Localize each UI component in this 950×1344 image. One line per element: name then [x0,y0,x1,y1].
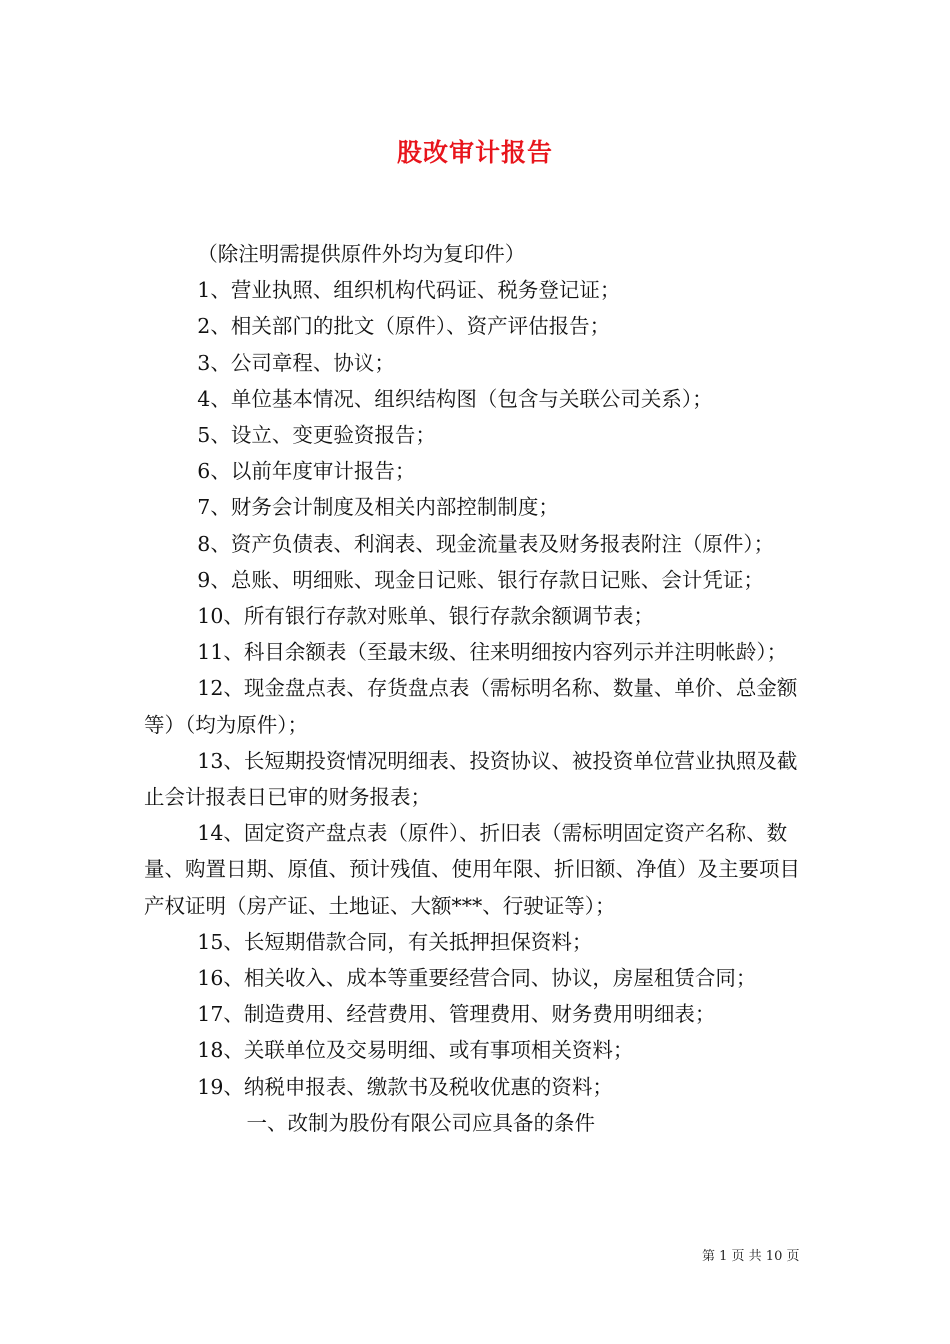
list-item: 5、设立、变更验资报告； [197,423,436,448]
note-paragraph: （除注明需提供原件外均为复印件） [197,242,526,266]
list-item: 10、所有银行存款对账单、银行存款余额调节表； [197,604,654,629]
list-item: 1、营业执照、组织机构代码证、税务登记证； [197,278,621,303]
list-item: 16、相关收入、成本等重要经营合同、协议，房屋租赁合同； [197,966,757,991]
list-item: 18、关联单位及交易明细、或有事项相关资料； [197,1038,634,1063]
document-body [144,236,810,1141]
list-item: 17、制造费用、经营费用、管理费用、财务费用明细表； [197,1002,716,1027]
list-item: 19、纳税申报表、缴款书及税收优惠的资料； [197,1074,613,1099]
list-item: 3、公司章程、协议； [197,350,395,375]
section-heading: 一、改制为股份有限公司应具备的条件 [246,1110,595,1135]
list-item: 6、以前年度审计报告； [197,459,416,484]
list-item: 8、资产负债表、利润表、现金流量表及财务报表附注（原件）； [197,531,775,556]
list-item: 13、长短期投资情况明细表、投资协议、被投资单位营业执照及截止会计报表日已审的财务报表； [144,748,798,810]
list-item: 11、科目余额表（至最末级、往来明细按内容列示并注明帐龄）； [197,640,788,665]
list-item: 4、单位基本情况、组织结构图（包含与关联公司关系）； [197,386,713,411]
list-item: 9、总账、明细账、现金日记账、银行存款日记账、会计凭证； [197,567,764,592]
document-title: 股改审计报告 [396,138,553,167]
list-item: 7、财务会计制度及相关内部控制制度； [197,495,559,520]
list-item: 2、相关部门的批文（原件）、资产评估报告； [197,314,611,339]
page-number: 第 1 页 共 10 页 [702,1249,800,1264]
list-item: 14、固定资产盘点表（原件）、折旧表（需标明固定资产名称、数量、购置日期、原值、预计残值、使用年限、折旧额、净值）及主要项目产权证明（房产证、土地证、大额***、行驶证等）； [144,821,800,918]
list-item: 15、长短期借款合同，有关抵押担保资料； [197,929,593,954]
list-item: 12、现金盘点表、存货盘点表（需标明名称、数量、单价、总金额等）（均为原件）； [144,676,798,737]
